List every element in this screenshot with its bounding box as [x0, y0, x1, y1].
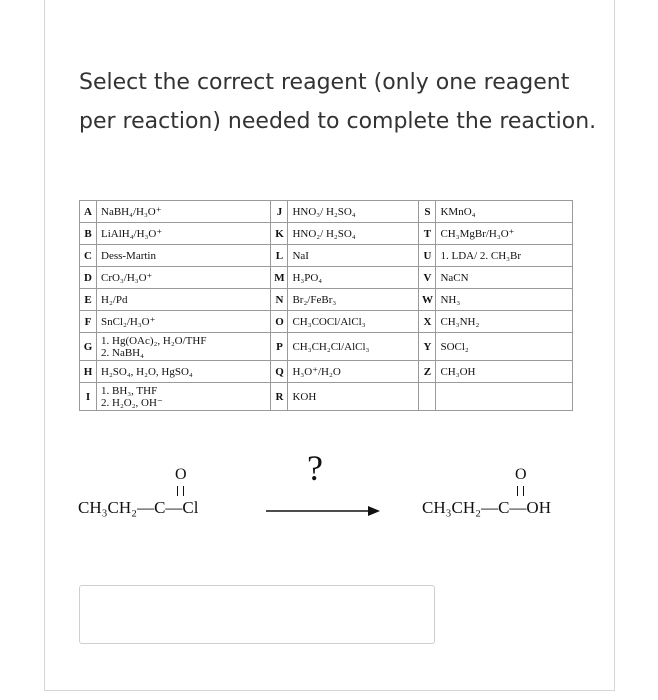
reagent-letter: S [419, 201, 436, 223]
reagent-name: SOCl₂ [436, 333, 573, 361]
reagent-name: Dess-Martin [97, 245, 271, 267]
reagent-name: CrO₃/H₃O⁺ [97, 267, 271, 289]
reagent-name: HNO₂/ H₂SO₄ [288, 223, 419, 245]
reagent-name: NaBH₄/H₃O⁺ [97, 201, 271, 223]
reagent-name: CH₃COCl/AlCl₃ [288, 311, 419, 333]
reagent-name: LiAlH₄/H₃O⁺ [97, 223, 271, 245]
reagent-letter: G [80, 333, 97, 361]
answer-input[interactable] [79, 585, 435, 644]
reagent-line-2: 2. H₂O₂, OH⁻ [101, 396, 163, 409]
reagent-letter: T [419, 223, 436, 245]
reagent-name: CH₃CH₂Cl/AlCl₃ [288, 333, 419, 361]
reagent-letter: R [271, 383, 288, 411]
product-double-bond [517, 486, 524, 496]
reactant-molecule [78, 462, 238, 522]
table-row [80, 223, 573, 245]
reagent-line-1: 1. BH₃, THF [101, 384, 158, 397]
empty-cell [419, 383, 436, 411]
reagent-name: Br₂/FeBr₃ [288, 289, 419, 311]
reagent-letter: M [271, 267, 288, 289]
product-formula: CH₃CH₂—C—OH [422, 498, 551, 517]
reagent-letter: O [271, 311, 288, 333]
reagent-letter: L [271, 245, 288, 267]
reagent-name: SnCl₂/H₃O⁺ [97, 311, 271, 333]
reagent-letter: C [80, 245, 97, 267]
reagent-letter: W [419, 289, 436, 311]
reactant-double-bond [177, 486, 184, 496]
empty-cell [436, 383, 573, 411]
reagent-line-2: 2. NaBH₄ [101, 346, 144, 359]
reaction-arrow-icon [266, 504, 380, 518]
reagent-letter: Y [419, 333, 436, 361]
reagent-letter: K [271, 223, 288, 245]
reagent-line-1: 1. Hg(OAc)₂, H₂O/THF [101, 334, 207, 347]
product-molecule [422, 462, 587, 522]
reagent-name: NaCN [436, 267, 573, 289]
reagent-name: 1. LDA/ 2. CH₃Br [436, 245, 573, 267]
question-text: Select the correct reagent (only one reagent per reaction) needed to complete the reaction. [79, 70, 597, 134]
reagent-name-two-line [97, 333, 271, 361]
reagent-name: KOH [288, 383, 419, 411]
reagent-letter: D [80, 267, 97, 289]
table-row [80, 383, 573, 411]
reagent-letter: U [419, 245, 436, 267]
reagent-letter: B [80, 223, 97, 245]
reagent-letter: A [80, 201, 97, 223]
reagent-letter: I [80, 383, 97, 411]
table-row [80, 311, 573, 333]
reagent-name: KMnO₄ [436, 201, 573, 223]
reagent-name: H₂SO₄, H₂O, HgSO₄ [97, 361, 271, 383]
reagent-letter: H [80, 361, 97, 383]
product-carbonyl-oxygen: O [515, 466, 527, 483]
reagent-letter: X [419, 311, 436, 333]
reagent-letter: E [80, 289, 97, 311]
reagent-name: NH₃ [436, 289, 573, 311]
reagent-letter: Q [271, 361, 288, 383]
reagent-name: HNO₃/ H₂SO₄ [288, 201, 419, 223]
reagent-name: CH₃MgBr/H₃O⁺ [436, 223, 573, 245]
reagent-name: H₂/Pd [97, 289, 271, 311]
reagent-letter: N [271, 289, 288, 311]
table-row [80, 201, 573, 223]
reagent-name: H₃O⁺/H₂O [288, 361, 419, 383]
reagent-name: CH₃NH₂ [436, 311, 573, 333]
question-mark: ? [307, 448, 323, 488]
reagent-letter: J [271, 201, 288, 223]
reagent-name: H₃PO₄ [288, 267, 419, 289]
reagent-name-two-line [97, 383, 271, 411]
reagent-name: CH₃OH [436, 361, 573, 383]
reagent-letter: F [80, 311, 97, 333]
reactant-carbonyl-oxygen: O [175, 466, 187, 483]
table-row [80, 361, 573, 383]
table-row [80, 267, 573, 289]
reagent-name: NaI [288, 245, 419, 267]
reactant-formula: CH₃CH₂—C—Cl [78, 498, 199, 517]
reagent-letter: V [419, 267, 436, 289]
reagent-letter: Z [419, 361, 436, 383]
reagent-table [79, 200, 573, 411]
table-row [80, 245, 573, 267]
table-row [80, 289, 573, 311]
reagent-letter: P [271, 333, 288, 361]
table-row [80, 333, 573, 361]
